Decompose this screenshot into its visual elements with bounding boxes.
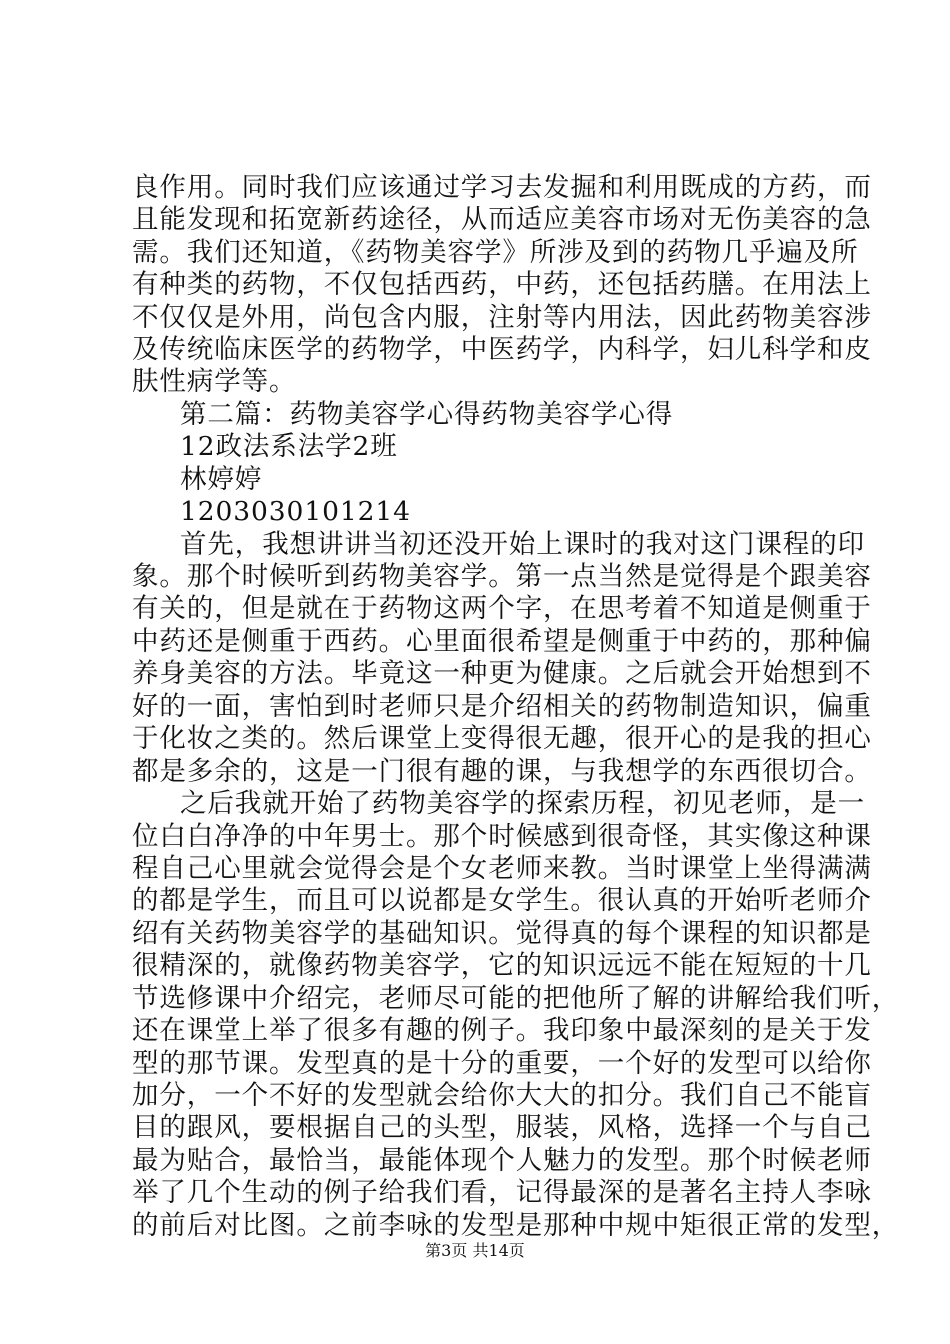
paragraph-line: 有关的，但是就在于药物这两个字，在思考着不知道是侧重于: [132, 593, 872, 625]
paragraph-line: 好的一面，害怕到时老师只是介绍相关的药物制造知识，偏重: [132, 690, 872, 722]
paragraph-line: 的前后对比图。之前李咏的发型是那种中规中矩很正常的发型，: [132, 1209, 900, 1241]
paragraph-line: 程自己心里就会觉得会是个女老师来教。当时课堂上坐得满满: [132, 852, 872, 884]
paragraph-line: 良作用。同时我们应该通过学习去发掘和利用既成的方药，而: [132, 171, 872, 203]
paragraph-line: 最为贴合，最恰当，最能体现个人魅力的发型。那个时候老师: [132, 1144, 872, 1176]
paragraph-line: 中药还是侧重于西药。心里面很希望是侧重于中药的，那种偏: [132, 625, 872, 657]
paragraph-line: 养身美容的方法。毕竟这一种更为健康。之后就会开始想到不: [132, 658, 872, 690]
paragraph-line: 目的跟风，要根据自己的头型，服装，风格，选择一个与自己: [132, 1112, 872, 1144]
paragraph-line: 举了几个生动的例子给我们看，记得最深的是著名主持人李咏: [132, 1177, 872, 1209]
paragraph-line: 的都是学生，而且可以说都是女学生。很认真的开始听老师介: [132, 885, 872, 917]
paragraph-line: 肤性病学等。: [132, 366, 297, 398]
paragraph-line: 首先，我想讲讲当初还没开始上课时的我对这门课程的印: [180, 528, 865, 560]
section-heading: 第二篇：药物美容学心得药物美容学心得: [180, 398, 674, 430]
paragraph-line: 都是多余的，这是一门很有趣的课，与我想学的东西很切合。: [132, 755, 872, 787]
paragraph-line: 位白白净净的中年男士。那个时候感到很奇怪，其实像这种课: [132, 820, 872, 852]
paragraph-line: 加分，一个不好的发型就会给你大大的扣分。我们自己不能盲: [132, 1080, 872, 1112]
author-name: 林婷婷: [180, 463, 263, 495]
paragraph-line: 象。那个时候听到药物美容学。第一点当然是觉得是个跟美容: [132, 561, 872, 593]
paragraph-line: 且能发现和拓宽新药途径，从而适应美容市场对无伤美容的急: [132, 204, 872, 236]
class-name: 12政法系法学2班: [180, 431, 398, 463]
paragraph-line: 不仅仅是外用，尚包含内服，注射等内用法，因此药物美容涉: [132, 301, 872, 333]
paragraph-line: 还在课堂上举了很多有趣的例子。我印象中最深刻的是关于发: [132, 1015, 872, 1047]
paragraph-line: 于化妆之类的。然后课堂上变得很无趣，很开心的是我的担心: [132, 723, 872, 755]
paragraph-line: 需。我们还知道，《药物美容学》所涉及到的药物几乎遍及所: [132, 236, 859, 268]
paragraph-line: 节选修课中介绍完，老师尽可能的把他所了解的讲解给我们听，: [132, 982, 900, 1014]
paragraph-line: 很精深的，就像药物美容学，它的知识远远不能在短短的十几: [132, 950, 872, 982]
paragraph-line: 之后我就开始了药物美容学的探索历程，初见老师，是一: [180, 788, 865, 820]
paragraph-line: 及传统临床医学的药物学，中医药学，内科学，妇儿科学和皮: [132, 333, 872, 365]
student-id: 1203030101214: [180, 496, 411, 528]
paragraph-line: 绍有关药物美容学的基础知识。觉得真的每个课程的知识都是: [132, 917, 872, 949]
paragraph-line: 有种类的药物，不仅包括西药，中药，还包括药膳。在用法上: [132, 269, 872, 301]
page-number-footer: 第3页 共14页: [425, 1241, 525, 1260]
paragraph-line: 型的那节课。发型真的是十分的重要，一个好的发型可以给你: [132, 1047, 872, 1079]
